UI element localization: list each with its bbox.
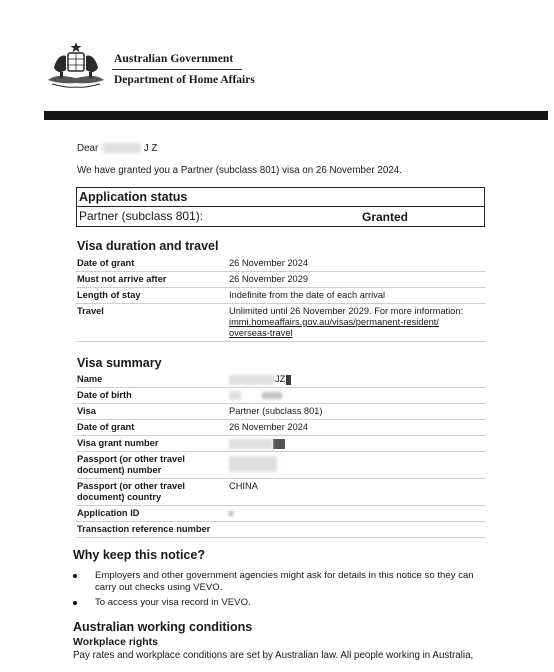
list-item: Employers and other government agencies might ask for details in this notice so they can carry out checks using VEVO. — [73, 570, 493, 594]
travel-link[interactable]: immi.homeaffairs.gov.au/visas/permanent-resident/ — [229, 317, 439, 327]
government-name: Australian Government — [114, 53, 234, 65]
application-status-box — [76, 187, 485, 227]
list-item: To access your visa record in VEVO. — [73, 597, 493, 609]
greeting: Dear J Z — [77, 143, 158, 154]
header-bar — [44, 111, 548, 120]
department-name: Department of Home Affairs — [114, 74, 255, 86]
redacted-value — [229, 439, 273, 449]
table-row: Date of grant 26 November 2024 — [76, 256, 486, 272]
table-row: Visa grant number — [76, 436, 486, 452]
summary-table — [76, 372, 486, 538]
redacted-value — [229, 456, 277, 472]
travel-text: Unlimited until 26 November 2029. For more information: — [229, 306, 464, 316]
grant-intro: We have granted you a Partner (subclass 801) visa on 26 November 2024. — [77, 165, 402, 176]
table-row: Must not arrive after 26 November 2029 — [76, 272, 486, 288]
working-text: Pay rates and workplace conditions are set by Australian law. All people working in Australia, — [73, 650, 474, 661]
status-label: Partner (subclass 801): — [79, 209, 204, 223]
summary-title: Visa summary — [77, 356, 162, 370]
table-row: Passport (or other travel document) country CHINA — [76, 479, 486, 506]
coat-of-arms-icon — [44, 40, 108, 92]
status-title: Application status — [79, 190, 188, 204]
duration-table — [76, 256, 486, 342]
redacted-value — [229, 391, 241, 400]
travel-link-cont[interactable]: overseas-travel — [229, 328, 293, 338]
table-row: Date of birth — [76, 388, 486, 404]
redacted-value — [229, 511, 233, 516]
table-row: Travel Unlimited until 26 November 2029. For more information: immi.homeaffairs.gov.au/visas/permanent-resident/ overseas-travel — [76, 304, 486, 342]
working-title: Australian working conditions — [73, 620, 253, 634]
working-subtitle: Workplace rights — [73, 636, 158, 648]
status-value: Granted — [362, 210, 409, 224]
status-divider — [77, 206, 484, 207]
redacted-value — [229, 375, 275, 385]
duration-title: Visa duration and travel — [77, 239, 219, 253]
redacted-name — [103, 143, 141, 153]
table-row: Transaction reference number — [76, 522, 486, 538]
table-row: Visa Partner (subclass 801) — [76, 404, 486, 420]
table-row: Date of grant 26 November 2024 — [76, 420, 486, 436]
table-row: Application ID — [76, 506, 486, 522]
table-row: Name JZ — [76, 372, 486, 388]
why-title: Why keep this notice? — [73, 548, 205, 562]
header-divider — [112, 69, 242, 70]
why-list — [73, 570, 493, 612]
table-row: Length of stay Indefinite from the date of each arrival — [76, 288, 486, 304]
table-row: Passport (or other travel document) number — [76, 452, 486, 479]
